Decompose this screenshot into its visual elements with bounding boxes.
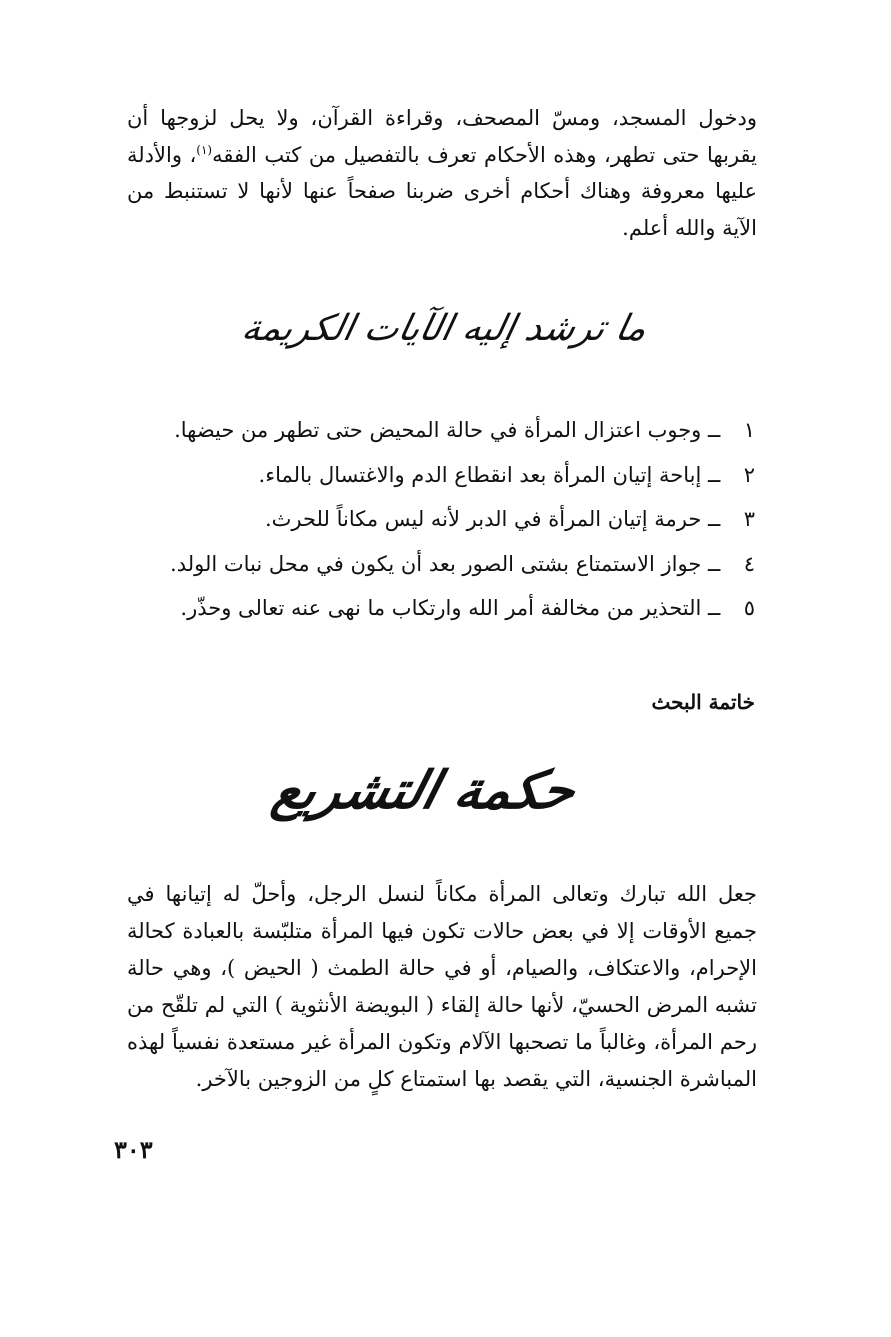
section-label: خاتمة البحث <box>652 690 756 714</box>
intro-paragraph <box>128 100 758 246</box>
list-item-text: ــ جواز الاستمتاع بشتى الصور بعد أن يكون في محل نبات الولد. <box>171 551 722 576</box>
guidance-list <box>116 408 756 631</box>
page-number: ٣٠٣ <box>115 1135 154 1164</box>
intro-text-part-1: ودخول المسجد، ومسّ المصحف، وقراءة القرآن، ولا يحل لزوجها أن يقربها حتى تطهر، وهذه الأحكام تعرف بالتفصيل من كتب الفقه <box>128 106 758 167</box>
list-item-number: ٤ <box>744 551 756 576</box>
list-item <box>116 453 756 498</box>
list-item-number: ٢ <box>744 462 756 487</box>
wisdom-heading: حكمة التشريع <box>267 760 584 821</box>
list-item-text: ــ التحذير من مخالفة أمر الله وارتكاب ما نهى عنه تعالى وحذّر. <box>181 596 722 620</box>
list-item-text: ــ حرمة إتيان المرأة في الدبر لأنه ليس مكاناً للحرث. <box>265 507 722 531</box>
list-item-number: ١ <box>744 418 756 442</box>
footnote-reference: (١) <box>197 142 214 157</box>
list-item-number: ٥ <box>744 596 756 620</box>
list-item <box>116 542 756 587</box>
list-item <box>116 586 756 631</box>
list-item <box>116 497 756 542</box>
list-item-text: ــ وجوب اعتزال المرأة في حالة المحيض حتى تطهر من حيضها. <box>175 418 722 442</box>
list-item-number: ٣ <box>744 507 756 531</box>
guidance-heading: ما ترشد إليه الآيات الكريمة <box>239 308 652 349</box>
list-item-text: ــ إباحة إتيان المرأة بعد انقطاع الدم والاغتسال بالماء. <box>259 462 722 487</box>
intro-text-part-2: ، والأدلة عليها معروفة وهناك أحكام أخرى ضربنا صفحاً عنها لأنها لا تستنبط من الآية والله أعلم. <box>128 142 758 240</box>
wisdom-paragraph: جعل الله تبارك وتعالى المرأة مكاناً لنسل الرجل، وأحلّ له إتيانها في جميع الأوقات إلا في بعض حالات تكون فيها المرأة متلبّسة بالعبادة كحالة الإحرام، والاعتكاف، والصيام، أو في حالة الطمث ( الحيض )، وهي حالة تشبه المرض الحسيّ، لأنها حالة إلقاء ( البويضة الأنثوية ) التي لم تلقّح من رحم المرأة، وغالباً ما تصحبها الآلام وتكون المرأة غير مستعدة نفسياً لهذه المباشرة الجنسية، التي يقصد بها استمتاع كلٍ من الزوجين بالآخر. <box>128 882 758 1091</box>
list-item <box>116 408 756 453</box>
